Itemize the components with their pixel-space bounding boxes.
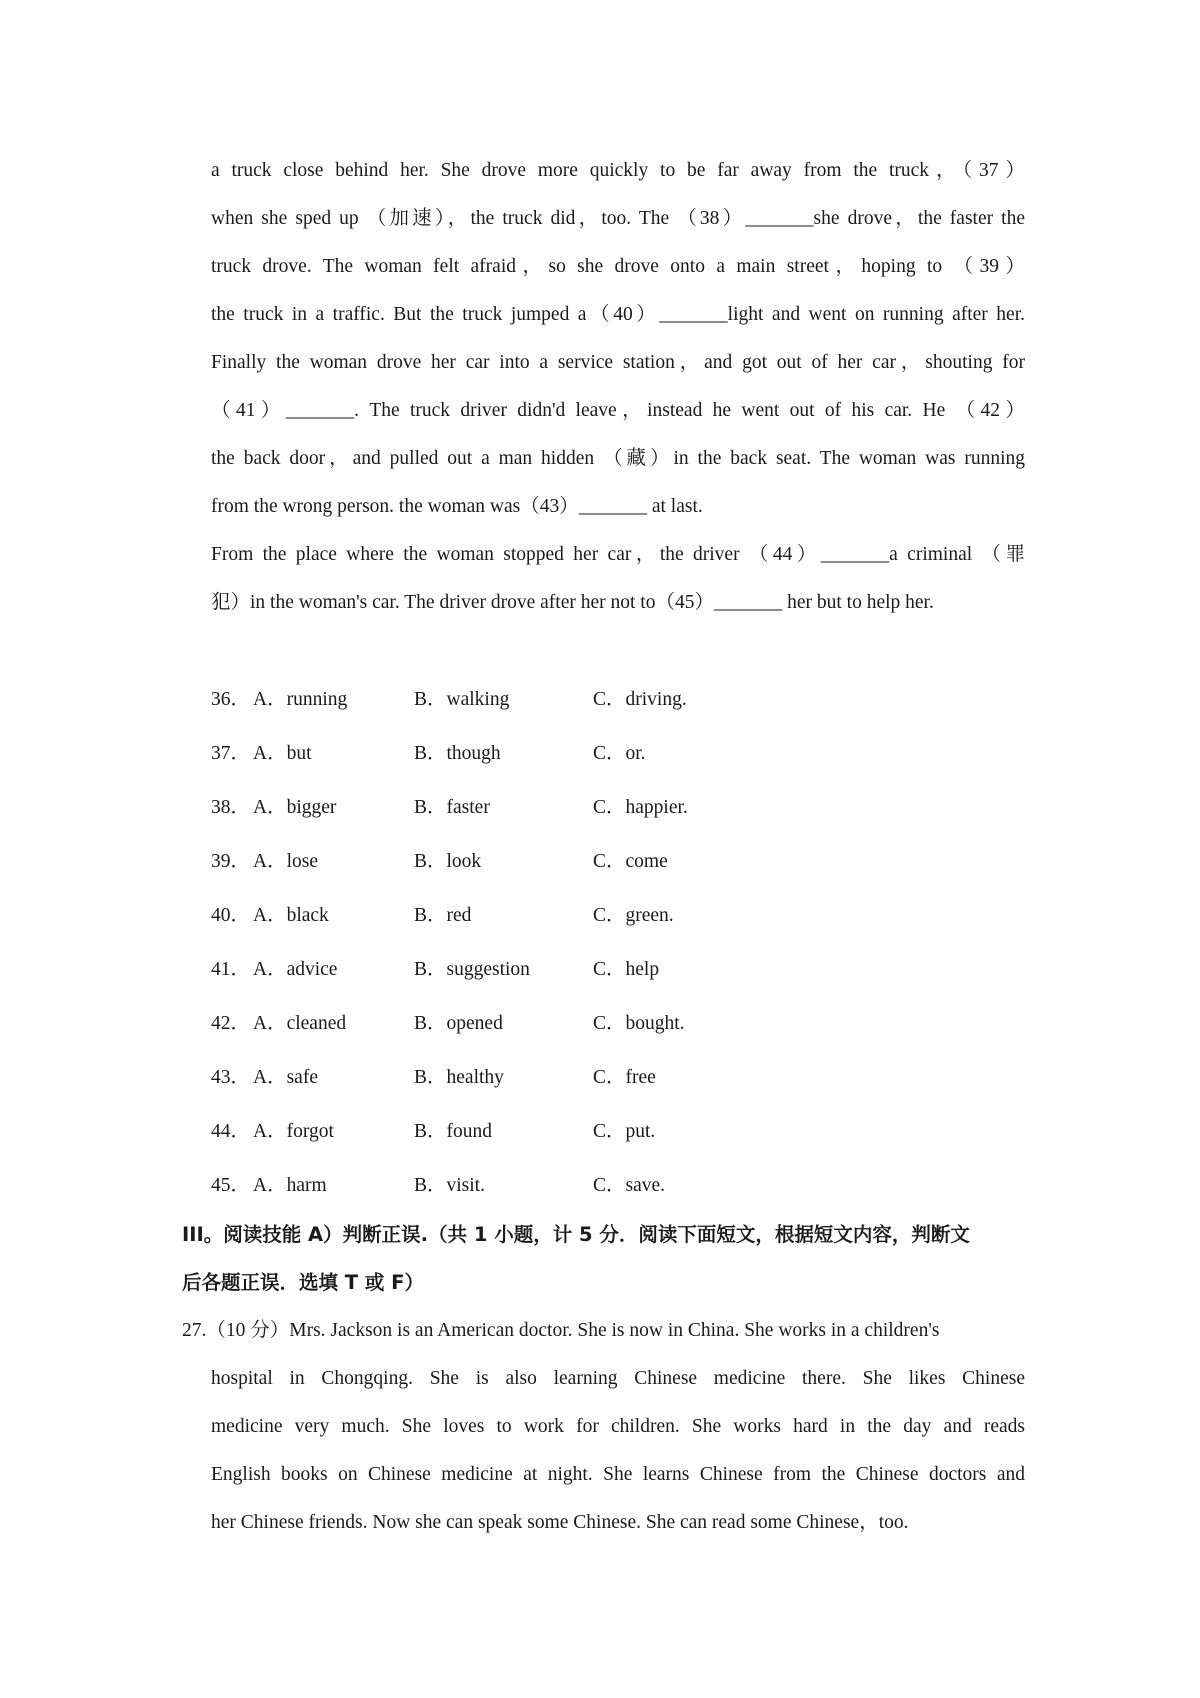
option-b: B．suggestion [414, 959, 530, 980]
question-number: 37． [211, 743, 251, 764]
section-header-line: III。阅读技能 A）判断正误.（共 1 小题，计 5 分．阅读下面短文，根据短文内容，判断文 [182, 1223, 970, 1246]
option-b: B．look [414, 851, 482, 872]
option-c: C．free [593, 1067, 656, 1088]
question-number: 45． [211, 1175, 251, 1196]
passage-line: （41）_______. The truck driver didn'd leave，instead he went out of his car. He （42） [211, 400, 1025, 421]
passage-line: the truck in a traffic. But the truck jumped a（40）_______light and went on running after her. [211, 304, 1025, 325]
option-c: C．put. [593, 1121, 656, 1142]
option-b: B．found [414, 1121, 493, 1142]
question-number: 40． [211, 905, 251, 926]
option-a: A．cleaned [253, 1013, 347, 1034]
question-number: 42． [211, 1013, 251, 1034]
option-c: C．bought. [593, 1013, 685, 1034]
question-number: 44． [211, 1121, 251, 1142]
section-header-line: 后各题正误．选填 T 或 F） [182, 1271, 424, 1294]
reading-line: hospital in Chongqing. She is also learning Chinese medicine there. She likes Chinese [211, 1368, 1025, 1389]
option-b: B．healthy [414, 1067, 504, 1088]
passage-line: truck drove. The woman felt afraid，so she drove onto a main street，hoping to （39） [211, 256, 1025, 277]
option-a: A．lose [253, 851, 318, 872]
option-c: C．green. [593, 905, 674, 926]
passage-line: 犯）in the woman's car. The driver drove after her not to（45）_______ her but to help her. [211, 592, 934, 613]
question-number: 38． [211, 797, 251, 818]
reading-line: English books on Chinese medicine at night. She learns Chinese from the Chinese doctors and [211, 1464, 1025, 1485]
option-c: C．driving. [593, 689, 687, 710]
question-number: 39． [211, 851, 251, 872]
option-b: B．opened [414, 1013, 503, 1034]
passage-line: Finally the woman drove her car into a service station，and got out of her car，shouting for [211, 352, 1025, 373]
passage-line: From the place where the woman stopped her car，the driver （44）_______a criminal （罪 [211, 544, 1025, 565]
reading-line: 27.（10 分）Mrs. Jackson is an American doctor. She is now in China. She works in a children's [182, 1320, 940, 1341]
option-a: A．advice [253, 959, 338, 980]
option-a: A．forgot [253, 1121, 334, 1142]
passage-line: from the wrong person. the woman was（43）_______ at last. [211, 496, 703, 517]
option-a: A．running [253, 689, 348, 710]
option-a: A．bigger [253, 797, 337, 818]
question-number: 43． [211, 1067, 251, 1088]
reading-line: her Chinese friends. Now she can speak some Chinese. She can read some Chinese，too. [211, 1512, 909, 1533]
option-a: A．harm [253, 1175, 327, 1196]
option-b: B．faster [414, 797, 490, 818]
option-a: A．safe [253, 1067, 318, 1088]
passage-line: when she sped up （加速），the truck did，too. The （38）_______she drove，the faster the [211, 208, 1025, 229]
option-a: A．but [253, 743, 312, 764]
option-a: A．black [253, 905, 329, 926]
option-c: C．come [593, 851, 668, 872]
option-b: B．walking [414, 689, 510, 710]
option-c: C．help [593, 959, 660, 980]
option-c: C．save. [593, 1175, 666, 1196]
question-number: 41． [211, 959, 251, 980]
option-c: C．or. [593, 743, 646, 764]
option-b: B．visit. [414, 1175, 485, 1196]
passage-line: the back door，and pulled out a man hidden （藏）in the back seat. The woman was running [211, 448, 1025, 469]
option-c: C．happier. [593, 797, 688, 818]
passage-line: a truck close behind her. She drove more quickly to be far away from the truck，（37） [211, 160, 1025, 181]
option-b: B．though [414, 743, 501, 764]
question-number: 36． [211, 689, 251, 710]
reading-line: medicine very much. She loves to work for children. She works hard in the day and reads [211, 1416, 1025, 1437]
option-b: B．red [414, 905, 472, 926]
